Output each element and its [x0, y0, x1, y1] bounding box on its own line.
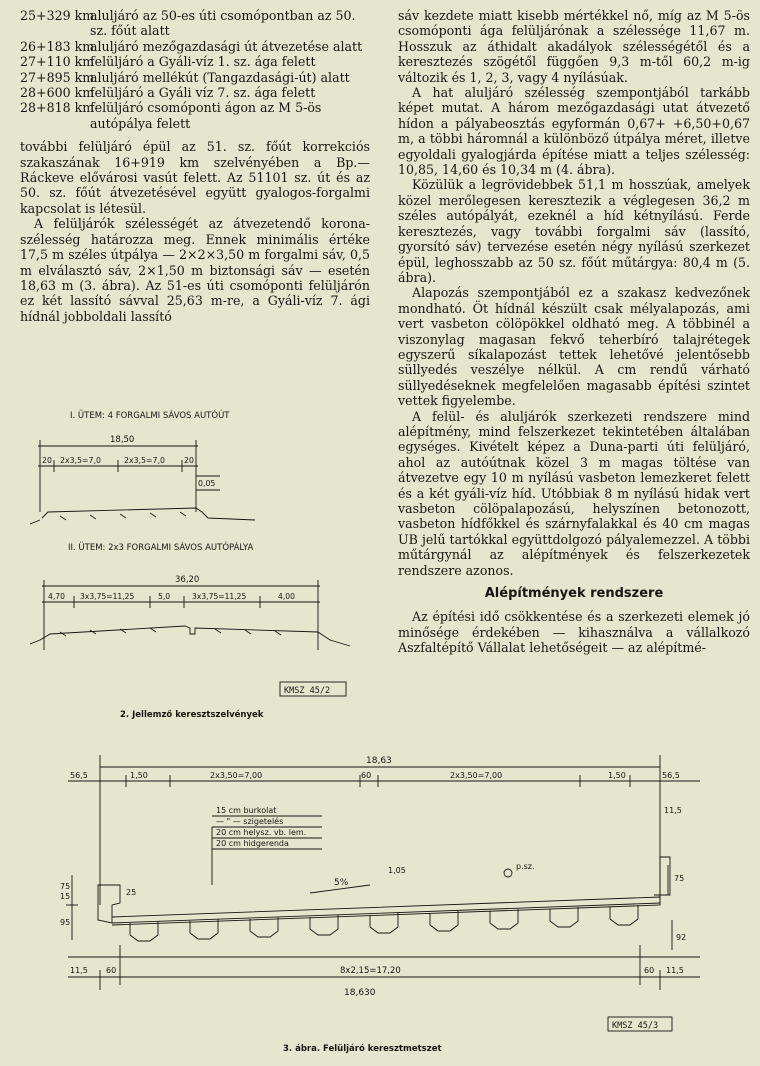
dim-label: 1,05 [388, 866, 406, 875]
top-dim: 2x3,50=7,00 [450, 771, 503, 780]
layer-label: 20 cm hidgerenda [216, 839, 289, 848]
figure-3-caption: 3. ábra. Felüljáró keresztmetszet [283, 1044, 442, 1054]
left-column [20, 8, 370, 324]
list-item [20, 39, 370, 54]
dim-label: 75 [674, 874, 685, 883]
layer-label: 20 cm helysz. vb. lem. [216, 828, 307, 837]
stage2-title: II. ÜTEM: 2x3 FORGALMI SÁVOS AUTÓPÁLYA [68, 543, 254, 553]
dim-label: 75 [60, 882, 71, 891]
stage1-dim: 20 [184, 456, 194, 465]
body-paragraph: további felüljáró épül az 51. sz. főút korrekciós szakaszának 16+919 km szelvényében a Bp.—Ráckeve elővárosi vasút felett. Az 51101 sz. út és az 50. sz. főút átvezetésével együtt gyalogos-forgalmi kapcsolat is létesül. [20, 139, 370, 216]
stage1-side-dim: 0,05 [198, 479, 216, 488]
figure-3-bridge-cross-section [60, 745, 750, 1045]
dim-label: p.sz. [516, 862, 535, 871]
body-paragraph: A felül- és aluljárók szerkezeti rendszere mind alépítmény, mind felszerkezet tekintetében általában egységes. Kivételt képez a Duna-parti úti felüljáró, ahol az autóútnak közel 3 m magas töltése van átvezetve egy 10 m nyílású vasbeton lemezkeret felett és a két gyáli-víz híd. Utóbbiak 8 m nyílású hidak vert vasbeton cölöpalapozású, helyszínen betonozott, vasbeton hídfőkkel és szárnyfalakkal és 40 cm magas UB jelű tartókkal együttdolgozó pályalemezzel. A többi műtárgynál az alépítmények és felszerkezetek rendszere azonos. [398, 408, 750, 578]
stage2-dim: 3x3,75=11,25 [192, 592, 247, 601]
stage2-dim: 3x3,75=11,25 [80, 592, 135, 601]
figure-2-caption: 2. Jellemző keresztszelvények [120, 710, 264, 720]
figure2-stamp: KMSZ 45/2 [284, 686, 331, 696]
list-item-text: felüljáró csomóponti ágon az M 5-ös autópálya felett [90, 100, 322, 131]
stage1-dim: 2x3,5=7,0 [60, 456, 101, 465]
stage2-dim: 4,70 [48, 592, 65, 601]
list-item [20, 85, 370, 100]
list-item [20, 100, 370, 131]
list-item [20, 8, 370, 39]
stage1-dim: 20 [42, 456, 52, 465]
dim-label: 25 [126, 888, 137, 897]
layer-label: 15 cm burkolat [216, 806, 277, 815]
structure-list [20, 8, 370, 131]
figure3-stamp: KMSZ 45/3 [612, 1021, 659, 1031]
dim-label: 15 [60, 892, 71, 901]
list-item-text: aluljáró mellékút (Tangazdasági-út) alatt [90, 69, 350, 85]
top-dim: 1,50 [608, 771, 626, 780]
list-item-text: aluljáró az 50-es úti csomópontban az 50. sz. főút alatt [90, 8, 356, 39]
top-total-dim: 18,63 [366, 756, 392, 766]
list-item-km: 27+895 km [20, 69, 95, 85]
bottom-dim: 8x2,15=17,20 [340, 966, 401, 976]
body-paragraph: Alapozás szempontjából ez a szakasz kedvezőnek mondható. Öt hídnál készült csak mélyalapozás, ami vert vasbeton cölöpökkel oldható meg. A többinél a viszonylag magasan fekvő teherbíró talajrétegek egyszerű síkalapozást tettek lehetővé jelentősebb süllyedés veszélye nélkül. A cm rendű várható süllyedéseknek megfelelően magasabb építési szintet vettek figyelembe. [398, 285, 750, 409]
list-item-text: aluljáró mezőgazdasági út átvezetése alatt [90, 38, 363, 54]
dim-label: 11,5 [666, 966, 684, 975]
stage2-dim: 5,0 [158, 592, 171, 601]
body-paragraph: A hat aluljáró szélesség szempontjából tarkább képet mutat. A három mezőgazdasági utat átvezető hídon a pályabeosztás egyformán 0,67+ +6,50+0,67 m, a többi háromnál a különböző útpálya méret, illetve egyoldali gyalogjárda építése miatt a teljes szélesség: 10,85, 14,60 és 10,34 m (4. ábra). [398, 85, 750, 178]
top-dim: 56,5 [70, 771, 88, 780]
list-item-km: 27+110 km [20, 54, 95, 70]
dim-label: 95 [60, 918, 71, 927]
slope-label: 5% [334, 878, 349, 888]
list-item [20, 54, 370, 69]
body-paragraph: Az építési idő csökkentése és a szerkezeti elemek jó minősége érdekében — kihasználva a vállalkozó Aszfaltépítő Vállalat lehetőségeit — az alépítmé- [398, 609, 750, 656]
body-paragraph: Közülük a legrövidebbek 51,1 m hosszúak, amelyek közel merőlegesen keresztezik a véglegesen 36,2 m széles autópályát, ezeknél a híd kétnyílású. Ferde keresztezés, vagy további forgalmi sáv (lassító, gyorsító sáv) tervezése esetén négy nyílású szerkezet épül, leghosszabb az 50 sz. főút műtárgya: 80,4 m (5. ábra). [398, 177, 750, 285]
dim-label: 60 [644, 966, 655, 975]
layer-label: — " — szigetelés [216, 817, 284, 826]
list-item-text: felüljáró a Gyáli-víz 1. sz. ága felett [90, 54, 316, 70]
list-item [20, 70, 370, 85]
list-item-km: 25+329 km [20, 8, 95, 23]
dim-label: 11,5 [70, 966, 88, 975]
figure-2-cross-sections [30, 400, 380, 710]
dim-label: 60 [106, 966, 117, 975]
bottom-total-dim: 18,630 [344, 988, 376, 998]
stage1-dim: 2x3,5=7,0 [124, 456, 165, 465]
list-item-text: felüljáró a Gyáli víz 7. sz. ága felett [90, 85, 316, 101]
top-dim: 1,50 [130, 771, 148, 780]
stage1-title: I. ÜTEM: 4 FORGALMI SÁVOS AUTÓÚT [70, 411, 230, 421]
stage2-total: 36,20 [175, 575, 200, 585]
list-item-km: 28+818 km [20, 100, 95, 116]
stage2-dim: 4,00 [278, 592, 295, 601]
top-dim: 56,5 [662, 771, 680, 780]
body-paragraph: sáv kezdete miatt kisebb mértékkel nő, míg az M 5-ös csomóponti ága felüljárónak a szélessége 11,67 m. Hosszuk az áthidalt akadályok szélességétől és a keresztezés szögétől függően 9,3 m-től 60,2 m-ig változik és 1, 2, 3, vagy 4 nyílásúak. [398, 8, 750, 85]
list-item-km: 28+600 km [20, 85, 95, 101]
dim-label: 92 [676, 933, 687, 942]
section-heading: Alépítmények rendszere [484, 586, 664, 602]
stage1-total: 18,50 [110, 435, 135, 445]
list-item-km: 26+183 km [20, 38, 95, 54]
top-dim: 60 [361, 771, 372, 780]
right-column [398, 8, 750, 656]
top-dim: 2x3,50=7,00 [210, 771, 263, 780]
dim-label: 11,5 [664, 806, 682, 815]
body-paragraph: A felüljárók szélességét az átvezetendő korona-szélesség határozza meg. Ennek minimális értéke 17,5 m széles útpálya — 2×2×3,50 m forgalmi sáv, 0,5 m elválasztó sáv, 2×1,50 m biztonsági sáv — esetén 18,63 m (3. ábra). Az 51-es úti csomóponti felüljárón ez két lassító sávval 25,63 m-re, a Gyáli-víz 7. ági hídnál jobboldali lassító [20, 216, 370, 324]
